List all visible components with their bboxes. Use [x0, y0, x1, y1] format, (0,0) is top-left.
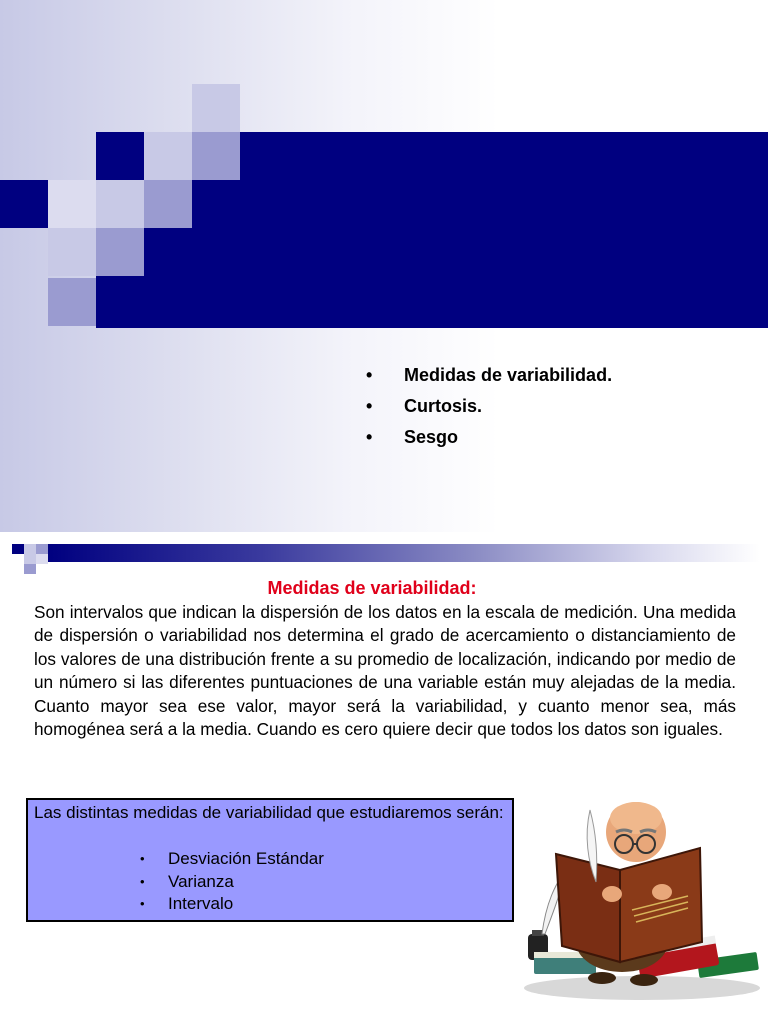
section-heading: Medidas de variabilidad: — [267, 578, 477, 598]
bullet-mark: • — [366, 365, 373, 385]
measure-text: Intervalo — [168, 894, 234, 913]
deco-square — [12, 544, 24, 554]
deco-square — [48, 228, 96, 276]
deco-square — [144, 132, 192, 180]
deco-square — [192, 84, 240, 132]
deco-square — [36, 544, 48, 554]
deco-square — [96, 228, 144, 276]
definition-paragraph: Son intervalos que indican la dispersión de los datos en la escala de medición. Una medida de dispersión o variabilidad nos determina el grado de acercamiento o distanciamiento de los valores de una distribución frente a su promedio de localización, indicando por medio de un número si las diferentes puntuaciones de una variable están muy alejadas de la media. Cuanto mayor sea ese valor, mayor será la variabilidad, y cuanto menor sea, más homogénea será a la media. Cuando es cero quiere decir que todos los datos son iguales. — [34, 602, 736, 740]
measure-text: Desviación Estándar — [168, 849, 324, 868]
deco-square — [24, 564, 36, 574]
topic-item — [362, 422, 612, 453]
box-intro-text: Las distintas medidas de variabilidad que estudiaremos serán: — [34, 803, 504, 822]
deco-square — [192, 132, 240, 180]
measure-text: Varianza — [168, 871, 234, 891]
measure-item — [140, 871, 324, 894]
bullet-mark: • — [140, 851, 145, 866]
topic-text: Medidas de variabilidad. — [404, 365, 613, 385]
measures-box — [26, 798, 514, 922]
bullet-mark: • — [140, 896, 145, 911]
deco-square — [24, 544, 36, 554]
measure-item — [140, 893, 324, 916]
deco-square — [36, 554, 48, 564]
deco-square — [48, 180, 96, 228]
header-gradient-bar — [48, 544, 760, 562]
bullet-mark: • — [366, 396, 373, 416]
deco-square — [48, 278, 96, 326]
deco-square — [96, 180, 144, 228]
topic-text: Sesgo — [404, 427, 459, 447]
deco-square — [0, 180, 48, 228]
deco-square — [144, 180, 192, 228]
deco-square — [24, 554, 36, 564]
reading-scholar-icon — [512, 792, 768, 1004]
topic-item — [362, 360, 612, 391]
topic-text: Curtosis. — [404, 396, 483, 416]
measures-list — [140, 848, 324, 916]
measure-item — [140, 848, 324, 871]
topic-list — [362, 360, 612, 453]
bullet-mark: • — [140, 873, 145, 889]
bullet-mark: • — [366, 427, 373, 447]
topic-item — [362, 391, 612, 422]
